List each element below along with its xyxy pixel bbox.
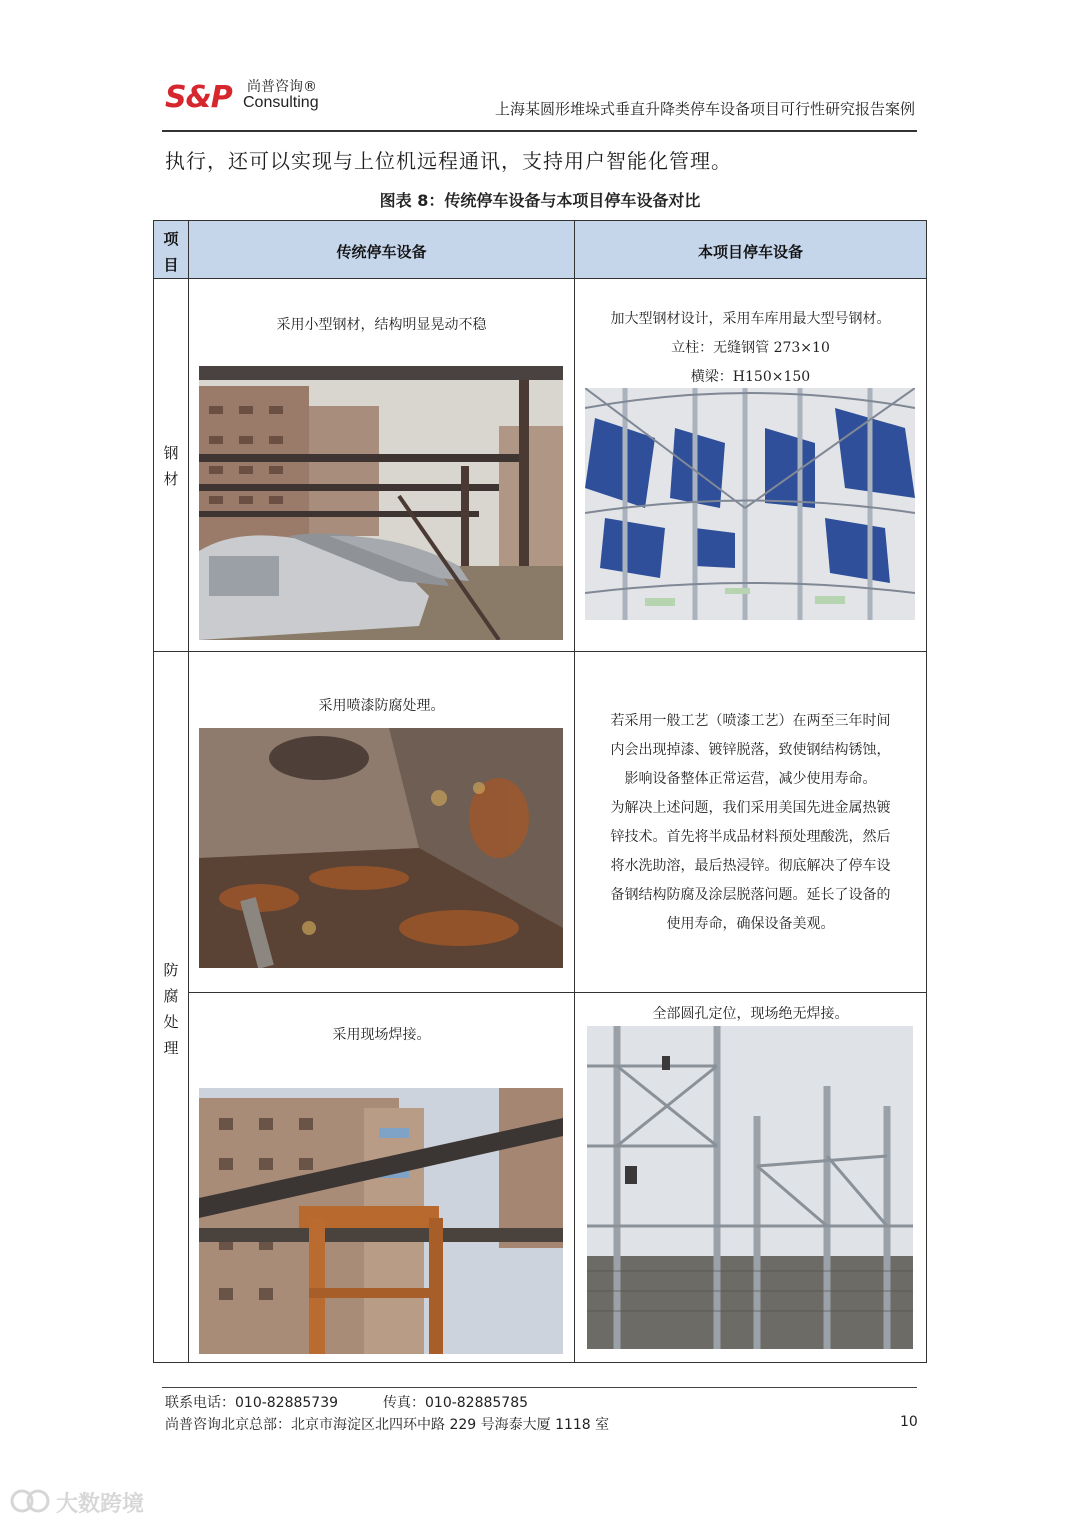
text-line: 立柱：无缝钢管 273×10	[671, 340, 830, 356]
footer-address: 尚普咨询北京总部：北京市海淀区北四环中路 229 号海泰大厦 1118 室	[165, 1417, 610, 1433]
footer-fax: 传真：010-82885785	[383, 1395, 529, 1411]
header-divider	[162, 130, 917, 132]
text-line: 内会出现掉漆、镀锌脱落，致使钢结构锈蚀，	[610, 742, 891, 758]
text-line: 加大型钢材设计，采用车库用最大型号钢材。	[610, 311, 891, 327]
table-caption: 图表 8：传统停车设备与本项目停车设备对比	[379, 191, 701, 210]
project-galvanizing-text	[575, 707, 926, 939]
text-line: 使用寿命，确保设备美观。	[666, 916, 835, 932]
text-line: 横梁：H150×150	[690, 369, 811, 385]
logo-english-name: Consulting	[243, 94, 319, 111]
photo-project-steel	[585, 388, 915, 620]
watermark	[8, 1483, 178, 1519]
footer-phone: 联系电话：010-82885739	[165, 1395, 339, 1411]
photo-traditional-steel	[199, 366, 563, 640]
photo-traditional-rust	[199, 728, 563, 968]
logo-mark: S&P	[165, 80, 232, 115]
traditional-steel-text: 采用小型钢材，结构明显晃动不稳	[276, 317, 487, 333]
text-line: 备钢结构防腐及涂层脱落问题。延长了设备的	[610, 887, 891, 903]
traditional-paint-text: 采用喷漆防腐处理。	[318, 698, 445, 714]
text-line: 为解决上述问题，我们采用美国先进金属热镀	[610, 800, 891, 816]
header-traditional: 传统停车设备	[336, 243, 427, 261]
project-steel-text	[575, 305, 926, 392]
text-line: 锌技术。首先将半成品材料预处理酸洗，然后	[610, 829, 891, 845]
logo-chinese-name: 尚普咨询®	[247, 79, 317, 95]
text-line: 将水洗助溶，最后热浸锌。彻底解决了停车设	[610, 858, 891, 874]
photo-project-frame	[587, 1026, 913, 1349]
row-label-anticorrosion: 防腐处理	[163, 961, 179, 1057]
traditional-welding-text: 采用现场焊接。	[332, 1027, 431, 1043]
project-no-welding-text: 全部圆孔定位，现场绝无焊接。	[652, 1006, 849, 1022]
watermark-logo-icon	[8, 1483, 52, 1519]
photo-traditional-welding	[199, 1088, 563, 1354]
watermark-text: 大数跨境	[56, 1492, 145, 1517]
row-label-steel: 钢材	[163, 444, 179, 488]
company-logo	[165, 78, 335, 118]
header-item: 项目	[163, 230, 179, 274]
page-number: 10	[900, 1414, 918, 1430]
text-line: 若采用一般工艺（喷漆工艺）在两至三年时间	[610, 713, 891, 729]
header-this-project: 本项目停车设备	[697, 243, 803, 261]
text-line: 影响设备整体正常运营，减少使用寿命。	[624, 771, 877, 787]
report-title: 上海某圆形堆垛式垂直升降类停车设备项目可行性研究报告案例	[494, 100, 915, 118]
body-paragraph: 执行，还可以实现与上位机远程通讯，支持用户智能化管理。	[165, 149, 732, 173]
footer-divider	[162, 1387, 917, 1388]
